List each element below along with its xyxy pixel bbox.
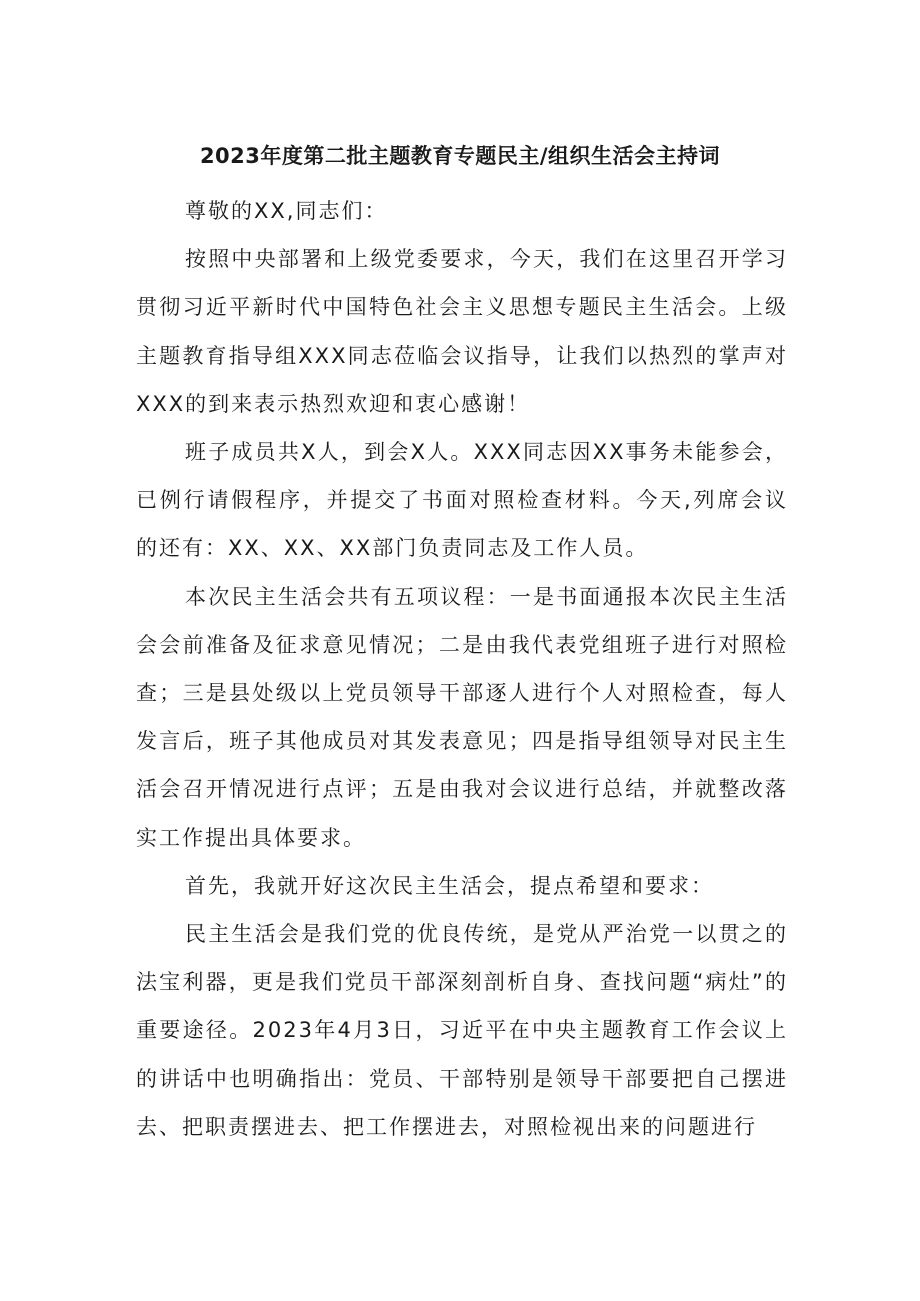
document-body bbox=[136, 187, 788, 1151]
significance-paragraph: 民主生活会是我们党的优良传统，是党从严治党一以贯之的法宝利器，更是我们党员干部深刻剖析自身、查找问题“病灶”的重要途径。2023年4月3日，习近平在中央主题教育工作会议上的讲话中也明确指出：党员、干部特别是领导干部要把自己摆进去、把职责摆进去、把工作摆进去，对照检视出来的问题进行 bbox=[136, 922, 788, 1139]
document-title: 2023年度第二批主题教育专题民主/组织生活会主持词 bbox=[199, 144, 721, 168]
requirements-intro-paragraph: 首先，我就开好这次民主生活会，提点希望和要求： bbox=[185, 873, 714, 898]
attendance-paragraph: 班子成员共X人，到会X人。XXX同志因XX事务未能参会，已例行请假程序，并提交了书面对照检查材料。今天,列席会议的还有：XX、XX、XX部门负责同志及工作人员。 bbox=[136, 440, 788, 561]
salutation-paragraph: 尊敬的XX,同志们： bbox=[185, 199, 388, 223]
agenda-paragraph: 本次民主生活会共有五项议程：一是书面通报本次民主生活会会前准备及征求意见情况；二是由我代表党组班子进行对照检查；三是县处级以上党员领导干部逐人进行个人对照检查，每人发言后，班子其他成员对其发表意见；四是指导组领导对民主生活会召开情况进行点评；五是由我对会议进行总结，并就整改落实工作提出具体要求。 bbox=[136, 584, 788, 850]
meeting-intro-paragraph: 按照中央部署和上级党委要求，今天，我们在这里召开学习贯彻习近平新时代中国特色社会主义思想专题民主生活会。上级主题教育指导组XXX同志莅临会议指导，让我们以热烈的掌声对XXX的到来表示热烈欢迎和衷心感谢！ bbox=[136, 247, 788, 416]
